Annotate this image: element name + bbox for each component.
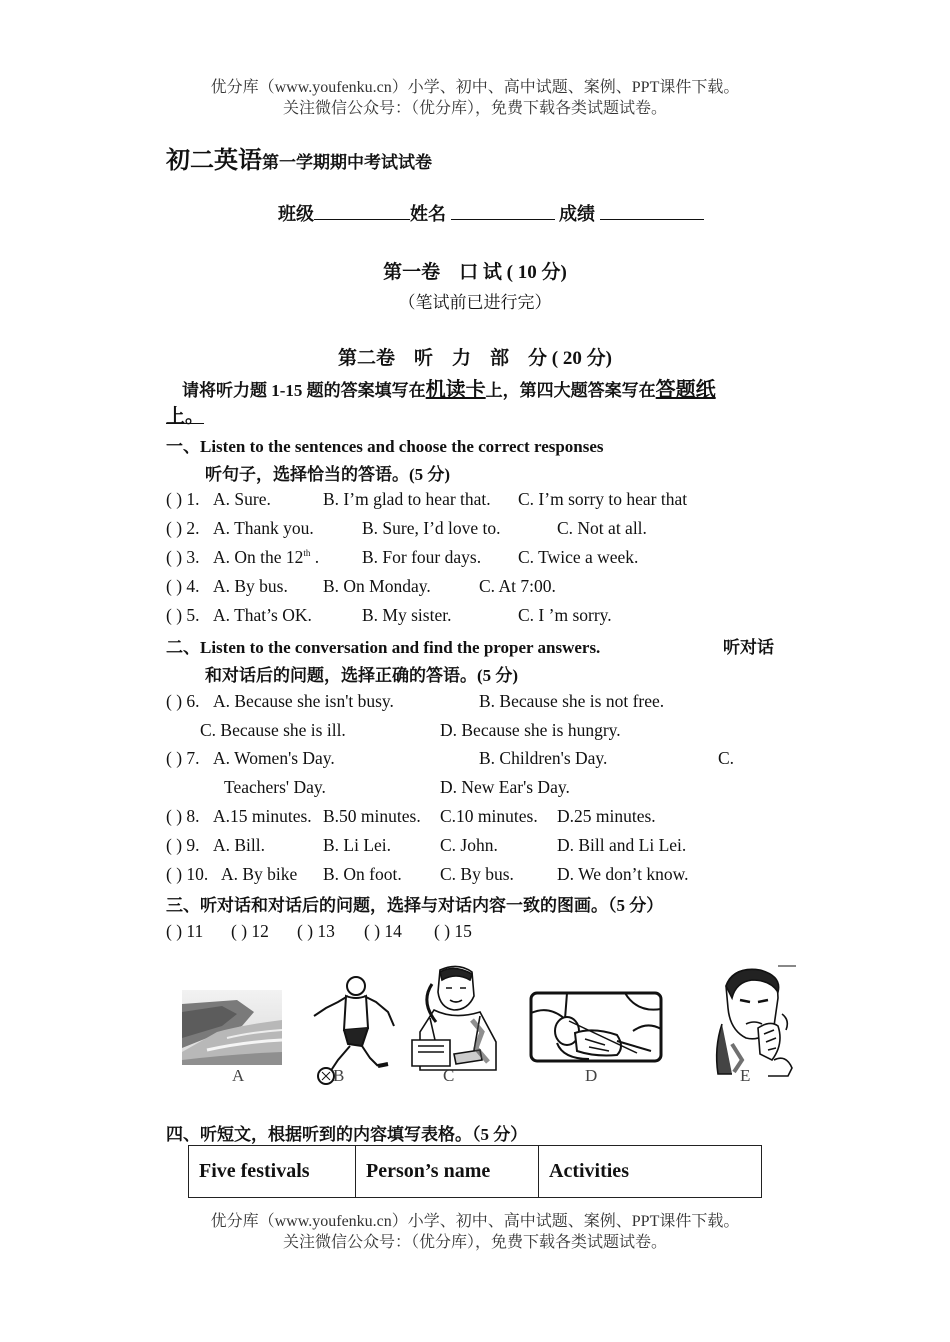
q13-blank[interactable]: ( ) 13	[297, 921, 335, 941]
instruction-answer-card: 机读卡	[425, 379, 486, 401]
q4-option-b: B. On Monday.	[323, 576, 431, 596]
picture-a-beach	[182, 990, 282, 1065]
header-line-2: 关注微信公众号：（优分库），免费下载各类试题试卷。	[282, 100, 667, 117]
q7-option-c-text: Teachers' Day.	[224, 777, 326, 797]
q9-num[interactable]: ( ) 9.	[166, 835, 200, 855]
q9-option-c: C. John.	[440, 835, 498, 855]
q8-option-a: A.15 minutes.	[213, 806, 312, 826]
q8-option-c: C.10 minutes.	[440, 806, 538, 826]
instruction-text-a: 请将听力题 1-15 题的答案填写在	[182, 381, 426, 400]
q14-blank[interactable]: ( ) 14	[364, 921, 402, 941]
picture-d-violin	[529, 991, 663, 1063]
name-blank[interactable]	[451, 203, 555, 220]
q3-option-b: B. For four days.	[362, 547, 482, 567]
q4-option-a: A. By bus.	[213, 576, 288, 596]
score-label: 成绩	[559, 204, 595, 224]
q6-option-d: D. Because she is hungry.	[440, 720, 621, 740]
sec1-subtitle: 听句子，选择恰当的答语。(5 分)	[205, 465, 451, 484]
q3-option-a	[213, 547, 319, 568]
q3-option-a-text: A. On the 12	[213, 547, 304, 567]
q3-option-a-sup: th	[303, 548, 311, 559]
q10-num[interactable]: ( ) 10.	[166, 864, 209, 884]
q12-blank[interactable]: ( ) 12	[231, 921, 269, 941]
q8-option-b: B.50 minutes.	[323, 806, 421, 826]
sec2-title: 二、Listen to the conversation and find the proper answers.	[166, 638, 601, 657]
sec2-title-tail: 听对话	[723, 638, 774, 657]
table-header-row	[189, 1146, 762, 1198]
footer-line-2: 关注微信公众号：（优分库），免费下载各类试题试卷。	[282, 1234, 667, 1251]
part2-instruction	[182, 373, 716, 402]
sec3-title: 三、听对话和对话后的问题，选择与对话内容一致的图画。（5 分）	[166, 896, 664, 915]
caption-b: B	[333, 1066, 345, 1085]
q15-blank[interactable]: ( ) 15	[434, 921, 472, 941]
q7-option-a: A. Women's Day.	[213, 748, 335, 768]
instruction-answer-sheet: 答题纸	[655, 379, 716, 401]
instruction-text-b: 上，第四大题答案写在	[485, 381, 656, 400]
q6-option-c: C. Because she is ill.	[200, 720, 346, 740]
col-person-name: Person’s name	[356, 1146, 539, 1198]
q6-num[interactable]: ( ) 6.	[166, 691, 200, 711]
score-blank[interactable]	[600, 203, 704, 220]
q3-option-c: C. Twice a week.	[518, 547, 639, 567]
q6-option-a: A. Because she isn't busy.	[213, 691, 394, 711]
q9-option-d: D. Bill and Li Lei.	[557, 835, 687, 855]
title-subject: 初二英语	[166, 148, 262, 174]
q3-option-a-end: .	[310, 547, 320, 567]
q1-option-c: C. I’m sorry to hear that	[518, 489, 688, 509]
q8-num[interactable]: ( ) 8.	[166, 806, 200, 826]
part1-title: 第一卷 口 试 ( 10 分)	[383, 262, 567, 283]
col-activities: Activities	[539, 1146, 762, 1198]
q5-option-a: A. That’s OK.	[213, 605, 312, 625]
part1-note: （笔试前已进行完）	[398, 293, 552, 312]
q7-num[interactable]: ( ) 7.	[166, 748, 200, 768]
q4-num[interactable]: ( ) 4.	[166, 576, 200, 596]
q3-num[interactable]: ( ) 3.	[166, 547, 200, 567]
q1-option-a: A. Sure.	[213, 489, 271, 509]
q5-num[interactable]: ( ) 5.	[166, 605, 200, 625]
caption-c: C	[443, 1066, 455, 1085]
sec2-subtitle: 和对话后的问题，选择正确的答语。(5 分)	[205, 666, 519, 685]
q1-option-b: B. I’m glad to hear that.	[323, 489, 491, 509]
header-line-1: 优分库（www.youfenku.cn）小学、初中、高中试题、案例、PPT课件下载。	[210, 79, 740, 96]
festival-table	[188, 1145, 762, 1198]
q10-option-c: C. By bus.	[440, 864, 514, 884]
class-blank[interactable]	[314, 203, 410, 220]
sec1-title: 一、Listen to the sentences and choose the correct responses	[166, 437, 604, 456]
q7-option-b: B. Children's Day.	[479, 748, 608, 768]
q5-option-b: B. My sister.	[362, 605, 452, 625]
q4-option-c: C. At 7:00.	[479, 576, 556, 596]
page-title	[166, 140, 432, 175]
q2-num[interactable]: ( ) 2.	[166, 518, 200, 538]
q2-option-a: A. Thank you.	[213, 518, 314, 538]
title-exam: 第一学期期中考试试卷	[262, 153, 432, 172]
q10-option-b: B. On foot.	[323, 864, 402, 884]
sec4-title: 四、听短文，根据听到的内容填写表格。（5 分）	[166, 1125, 528, 1144]
footer-line-1: 优分库（www.youfenku.cn）小学、初中、高中试题、案例、PPT课件下载。	[210, 1213, 740, 1230]
q7-option-c-label: C.	[718, 748, 735, 768]
picture-b-soccer-player	[308, 972, 398, 1090]
q10-option-a: A. By bike	[221, 864, 298, 884]
q1-num[interactable]: ( ) 1.	[166, 489, 200, 509]
picture-e-sad-man	[712, 964, 796, 1078]
instruction-end: 上。	[166, 406, 205, 427]
part2-title: 第二卷 听 力 部 分 ( 20 分)	[338, 348, 612, 369]
q9-option-a: A. Bill.	[213, 835, 266, 855]
q10-option-d: D. We don’t know.	[557, 864, 689, 884]
q5-option-c: C. I ’m sorry.	[518, 605, 612, 625]
q2-option-b: B. Sure, I’d love to.	[362, 518, 501, 538]
caption-e: E	[740, 1066, 751, 1085]
class-label: 班级	[278, 204, 314, 224]
student-info-row	[278, 200, 704, 226]
name-label: 姓名	[410, 204, 446, 224]
caption-a: A	[232, 1066, 245, 1085]
q7-option-d: D. New Ear's Day.	[440, 777, 570, 797]
q11-blank[interactable]: ( ) 11	[166, 921, 204, 941]
q8-option-d: D.25 minutes.	[557, 806, 656, 826]
col-five-festivals: Five festivals	[189, 1146, 356, 1198]
q6-option-b: B. Because she is not free.	[479, 691, 665, 711]
caption-d: D	[585, 1066, 598, 1085]
q9-option-b: B. Li Lei.	[323, 835, 392, 855]
picture-c-man-at-desk	[410, 962, 500, 1077]
q2-option-c: C. Not at all.	[557, 518, 647, 538]
